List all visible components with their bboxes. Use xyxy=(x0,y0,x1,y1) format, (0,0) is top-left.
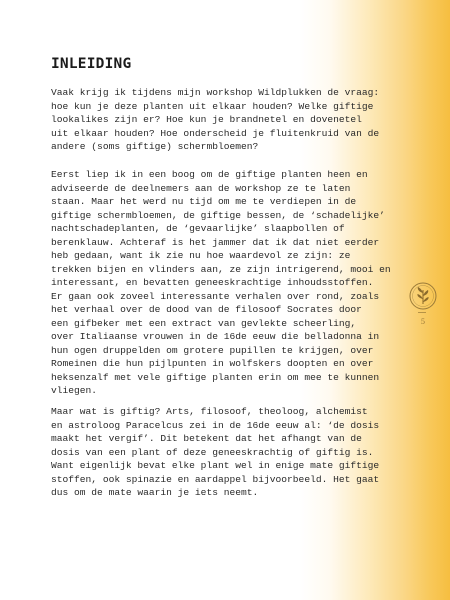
text-line: stoffen, ook spinazie en aardappel bijvoorbeeld. Het gaat xyxy=(51,473,380,485)
text-line: berenklauw. Achteraf is het jammer dat ik dat niet eerder xyxy=(51,236,380,248)
text-line: interessant, en bevatten geneeskrachtige inhoudsstoffen. xyxy=(51,277,374,288)
text-line: trekken bijen en vlinders aan, ze zijn intrigerend, mooi en xyxy=(51,263,391,275)
botanical-emblem-icon xyxy=(408,281,438,311)
page-number: 5 xyxy=(420,318,426,326)
intro-paragraph-1 xyxy=(51,86,396,154)
text-line: staan. Maar het werd nu tijd om me te verdiepen in de xyxy=(51,196,357,207)
text-line: hun ogen druppelden om grotere pupillen te krijgen, over xyxy=(51,344,374,356)
text-line: over Italiaanse vrouwen in de 16de eeuw die belladonna in xyxy=(51,331,380,342)
text-line: Eerst liep ik in een boog om de giftige planten heen en xyxy=(51,169,368,180)
text-line: giftige schermbloemen, de giftige bessen, de ‘schadelijke’ xyxy=(51,209,385,221)
text-line: dosis van een plant of deze geneeskrachtig of giftig is. xyxy=(51,446,374,458)
text-line: Vaak krijg ik tijdens mijn workshop Wildplukken de vraag: xyxy=(51,87,380,98)
text-line: lookalikes zijn er? Hoe kun je brandnetel en dovenetel xyxy=(51,114,362,125)
intro-paragraph-3 xyxy=(51,405,396,500)
text-line: Er gaan ook zoveel interessante verhalen over rond, zoals xyxy=(51,290,380,302)
text-line: het verhaal over de dood van de filosoof Socrates door xyxy=(51,304,362,315)
text-line: nachtschadeplanten, de ‘gevaarlijke’ slaapbollen of xyxy=(51,223,345,234)
text-line: uit elkaar houden? Hoe onderscheid je fluitenkruid van de xyxy=(51,127,380,139)
page-title: INLEIDING xyxy=(51,56,132,72)
text-line: Maar wat is giftig? Arts, filosoof, theoloog, alchemist xyxy=(51,406,368,417)
text-line: Romeinen die hun pijlpunten in wolfskers doopten en over xyxy=(51,358,374,369)
text-line: dus om de mate waarin je iets neemt. xyxy=(51,487,259,498)
text-line: heksenzalf met vele giftige planten erin om mee te kunnen xyxy=(51,371,380,383)
text-line: maakt het vergif’. Dit betekent dat het afhangt van de xyxy=(51,433,362,444)
text-line: vliegen. xyxy=(51,385,98,396)
text-line: Want eigenlijk bevat elke plant wel in enige mate giftige xyxy=(51,460,380,471)
intro-paragraph-2 xyxy=(51,168,396,398)
text-line: andere (soms giftige) schermbloemen? xyxy=(51,141,259,152)
text-line: een gifbeker met een extract van gevlekte scheerling, xyxy=(51,317,357,329)
text-line: heb gedaan, want ik zie nu hoe waardevol ze zijn: ze xyxy=(51,250,351,261)
page-number-divider xyxy=(418,312,426,313)
text-line: adviseerde de deelnemers aan de workshop ze te laten xyxy=(51,182,351,194)
text-line: en astroloog Paracelcus zei in de 16de eeuw al: ‘de dosis xyxy=(51,419,380,431)
text-line: hoe kun je deze planten uit elkaar houden? Welke giftige xyxy=(51,100,374,112)
